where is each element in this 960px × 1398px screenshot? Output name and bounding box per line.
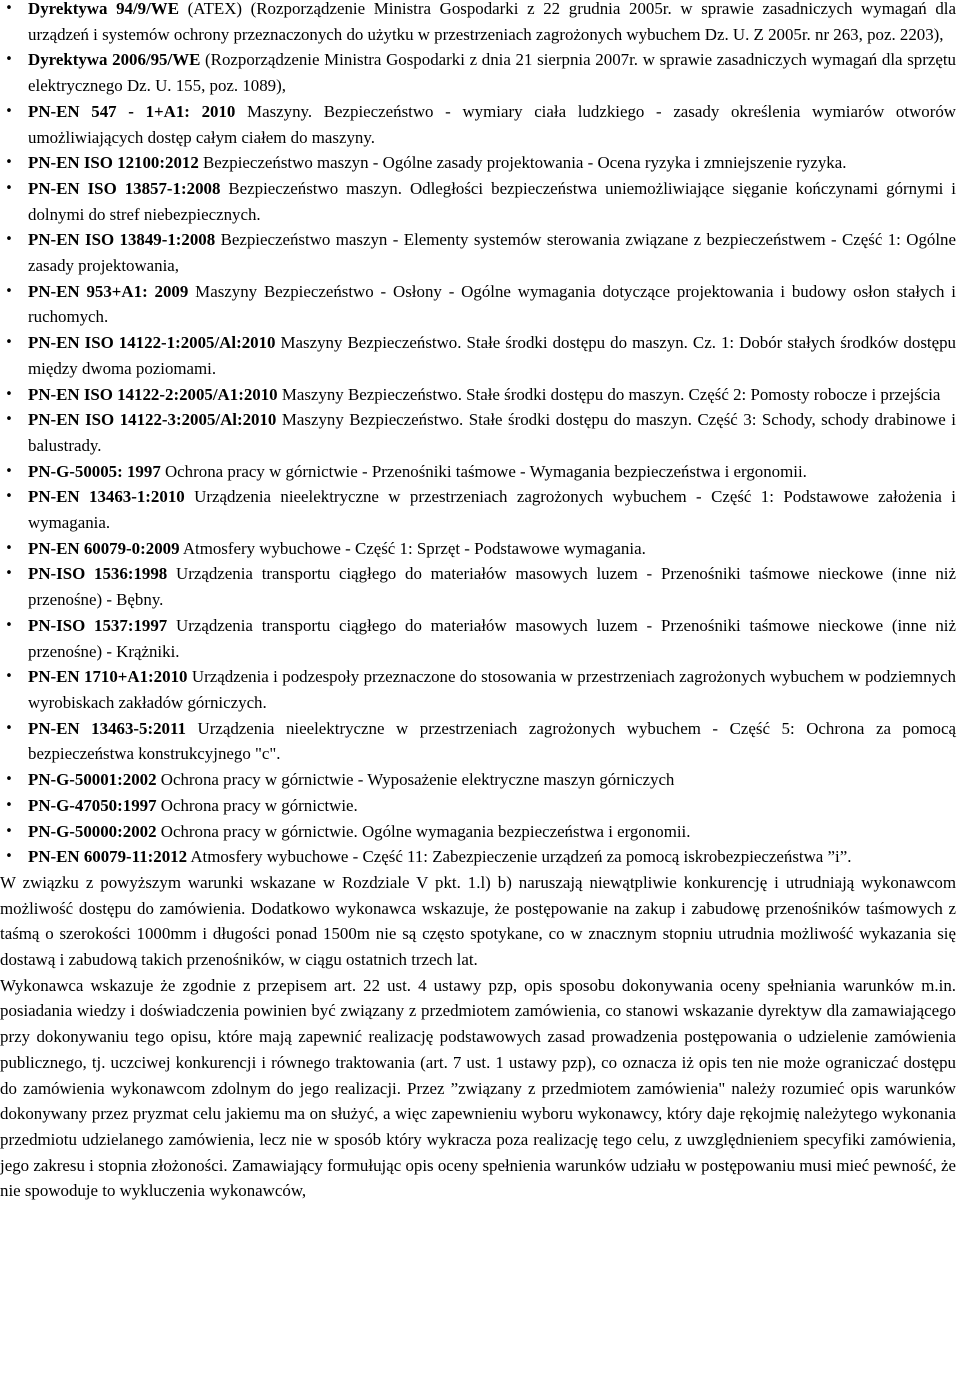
standard-code: PN-EN ISO 14122-2:2005/A1:2010 (28, 384, 278, 404)
standard-list-item (0, 407, 956, 458)
standard-list-item (0, 47, 956, 98)
standard-description: Urządzenia i podzespoły przeznaczone do stosowania w przestrzeniach zagrożonych wybuchem w podziemnych wyrobiskach zakładów górniczych. (28, 667, 956, 712)
standard-list-item (0, 150, 956, 176)
standard-description: Bezpieczeństwo maszyn. Odległości bezpieczeństwa uniemożliwiające sięganie kończynami górnymi i dolnymi do stref niebezpiecznych. (28, 178, 956, 224)
bullet-icon: • (5, 1, 13, 16)
standard-list-item (0, 0, 956, 47)
bullet-icon: • (5, 103, 13, 119)
standard-description: Urządzenia transportu ciągłego do materiałów masowych luzem - Przenośniki taśmowe nieckowe (inne niż przenośne) - Krążniki. (28, 615, 956, 661)
bullet-icon: • (5, 772, 13, 788)
standard-description: Bezpieczeństwo maszyn - Elementy systemów sterowania związane z bezpieczeństwem - Część 1: Ogólne zasady projektowania, (28, 230, 956, 276)
standard-description: Maszyny Bezpieczeństwo. Stałe środki dostępu do maszyn. Część 2: Pomosty robocze i przejścia (277, 384, 941, 404)
standard-description: Ochrona pracy w górnictwie. (156, 795, 358, 815)
standard-code: PN-ISO 1537:1997 (28, 615, 168, 635)
bullet-icon: • (5, 489, 13, 505)
standard-code: PN-EN ISO 14122-1:2005/Al:2010 (28, 333, 276, 353)
standard-list-item (0, 330, 956, 381)
body-paragraph: Wykonawca wskazuje że zgodnie z przepisem art. 22 ust. 4 ustawy pzp, opis sposobu dokonywania oceny spełniania warunków m.in. posiadania wiedzy i doświadczenia powinien być związany z przedmiotem zamówienia, co stanowi wskazanie dyrektyw dla zamawiającego przy dokonywaniu tego opisu, które mają zapewnić realizację podstawowych zasad prowadzenia postępowania o udzielenie zamówienia publicznego, tj. uczciwej konkurencji i równego traktowania (art. 7 ust. 1 ustawy pzp), co oznacza iż opis ten nie może ograniczać dostępu do zamówienia wykonawcom zdolnym do jego realizacji. Przez ”związany z przedmiotem zamówienia" należy rozumieć opis warunków dokonywany przez pryzmat celu jakiemu ma on służyć, a więc zapewnieniu wyboru wykonawcy, który daje rękojmię należytego wykonania przedmiotu udzielanego zamówienia, lecz nie w sposób który wykracza poza realizację tego celu, z uwzględnieniem specyfiki zamówienia, jego zakresu i stopnia złożoności. Zamawiający formułując opis oceny spełnienia warunków udziału w postępowaniu musi mieć pewność, że nie spowoduje to wykluczenia wykonawców, (0, 975, 956, 1201)
standard-list-item (0, 844, 956, 870)
standard-code: PN-EN 547 - 1+A1: 2010 (28, 101, 236, 121)
bullet-icon: • (5, 155, 13, 171)
standard-list-item (0, 227, 956, 278)
standard-description: Atmosfery wybuchowe - Część 1: Sprzęt - Podstawowe wymagania. (179, 538, 646, 558)
bullet-icon: • (5, 669, 13, 685)
bullet-icon: • (5, 283, 13, 299)
bullet-icon: • (5, 849, 13, 865)
standard-list-item (0, 767, 956, 793)
bullet-icon: • (5, 720, 13, 736)
standard-code: PN-EN ISO 13857-1:2008 (28, 178, 221, 198)
standard-code: Dyrektywa 2006/95/WE (28, 50, 201, 70)
standard-code: PN-EN 953+A1: 2009 (28, 281, 189, 301)
standard-description: Bezpieczeństwo maszyn - Ogólne zasady projektowania - Ocena ryzyka i zmniejszenie ryzyka. (198, 153, 847, 173)
standard-description: Maszyny Bezpieczeństwo. Stałe środki dostępu do maszyn. Cz. 1: Dobór stałych środków dostępu między dwoma poziomami. (28, 333, 956, 378)
standard-code: PN-G-50000:2002 (28, 821, 157, 841)
standard-code: PN-EN ISO 13849-1:2008 (28, 230, 216, 250)
standard-description: Maszyny Bezpieczeństwo. Stałe środki dostępu do maszyn. Część 3: Schody, schody drabinowe i balustrady. (28, 410, 956, 455)
standard-code: PN-EN 1710+A1:2010 (28, 667, 188, 687)
standard-code: PN-EN 60079-0:2009 (28, 538, 180, 558)
standard-list-item (0, 279, 956, 330)
standard-list-item (0, 176, 956, 227)
bullet-icon: • (5, 823, 13, 839)
bullet-icon: • (5, 540, 13, 556)
standard-code: PN-G-50001:2002 (28, 770, 157, 790)
standard-description: (Rozporządzenie Ministra Gospodarki z dnia 21 sierpnia 2007r. w sprawie zasadniczych wymagań dla sprzętu elektrycznego Dz. U. 155, poz. 1089), (28, 50, 956, 96)
standard-description: Urządzenia nieelektryczne w przestrzeniach zagrożonych wybuchem - Część 1: Podstawowe założenia i wymagania. (28, 487, 957, 533)
standard-list-item (0, 613, 956, 664)
bullet-icon: • (5, 52, 13, 68)
standard-description: Ochrona pracy w górnictwie - Przenośniki taśmowe - Wymagania bezpieczeństwa i ergonomii. (160, 461, 807, 481)
standard-code: PN-EN 13463-1:2010 (28, 487, 185, 507)
standard-list-item (0, 99, 956, 150)
bullet-icon: • (5, 232, 13, 248)
standard-code: PN-EN ISO 14122-3:2005/Al:2010 (28, 410, 277, 430)
standard-description: Urządzenia nieelektryczne w przestrzeniach zagrożonych wybuchem - Część 5: Ochrona za pomocą bezpieczeństwa konstrukcyjnego "c". (28, 718, 956, 764)
standard-list-item (0, 382, 956, 408)
standard-description: Maszyny. Bezpieczeństwo - wymiary ciała ludzkiego - zasady określenia wymiarów otworów umożliwiających dostęp całym ciałem do maszyny. (28, 101, 956, 147)
standard-code: PN-G-47050:1997 (28, 795, 157, 815)
standard-list-item (0, 793, 956, 819)
standard-list-item (0, 716, 956, 767)
standard-code: PN-ISO 1536:1998 (28, 564, 168, 584)
standard-list-item (0, 484, 956, 535)
standard-description: Maszyny Bezpieczeństwo - Osłony - Ogólne wymagania dotyczące projektowania i budowy osłon stałych i ruchomych. (28, 281, 956, 327)
standard-description: Atmosfery wybuchowe - Część 11: Zabezpieczenie urządzeń za pomocą iskrobezpieczeństwa ”i”. (187, 847, 852, 867)
bullet-icon: • (5, 335, 13, 351)
standard-code: PN-EN ISO 12100:2012 (28, 153, 199, 173)
standard-list-item (0, 819, 956, 845)
bullet-icon: • (5, 412, 13, 428)
standard-code: PN-EN 60079-11:2012 (28, 847, 188, 867)
standard-code: PN-EN 13463-5:2011 (28, 718, 186, 738)
standard-description: Ochrona pracy w górnictwie. Ogólne wymagania bezpieczeństwa i ergonomii. (156, 821, 691, 841)
standard-list-item (0, 664, 956, 715)
bullet-icon: • (5, 566, 13, 582)
standard-list-item (0, 536, 956, 562)
standard-list-item (0, 459, 956, 485)
standard-code: Dyrektywa 94/9/WE (28, 0, 179, 18)
standard-description: Urządzenia transportu ciągłego do materiałów masowych luzem - Przenośniki taśmowe nieckowe (inne niż przenośne) - Bębny. (28, 564, 956, 610)
bullet-icon: • (5, 463, 13, 479)
body-paragraph: W związku z powyższym warunki wskazane w Rozdziale V pkt. 1.l) b) naruszają niewątpliwie konkurencję i utrudniają wykonawcom możliwość dostępu do zamówienia. Dodatkowo wykonawca wskazuje, że postępowanie na zakup i zabudowę przenośników taśmowych z taśmą o szerokości 1000mm i długości ponad 1500m nie są często spotykane, co w znacznym stopniu utrudnia możliwość wykazania się dostawą i zabudową takich przenośników, w ciągu ostatnich trzech lat. (0, 872, 956, 970)
bullet-icon: • (5, 180, 13, 196)
standard-description: (ATEX) (Rozporządzenie Ministra Gospodarki z 22 grudnia 2005r. w sprawie zasadniczych wymagań dla urządzeń i systemów ochrony przeznaczonych do użytku w przestrzeniach zagrożonych wybuchem Dz. U. Z 2005r. nr 263, poz. 2203), (28, 0, 956, 44)
standard-description: Ochrona pracy w górnictwie - Wyposażenie elektryczne maszyn górniczych (156, 770, 675, 790)
bullet-icon: • (5, 617, 13, 633)
standard-code: PN-G-50005: 1997 (28, 461, 161, 481)
body-paragraphs (0, 870, 956, 1204)
bullet-icon: • (5, 797, 13, 813)
standard-list-item (0, 561, 956, 612)
bullet-icon: • (5, 386, 13, 402)
